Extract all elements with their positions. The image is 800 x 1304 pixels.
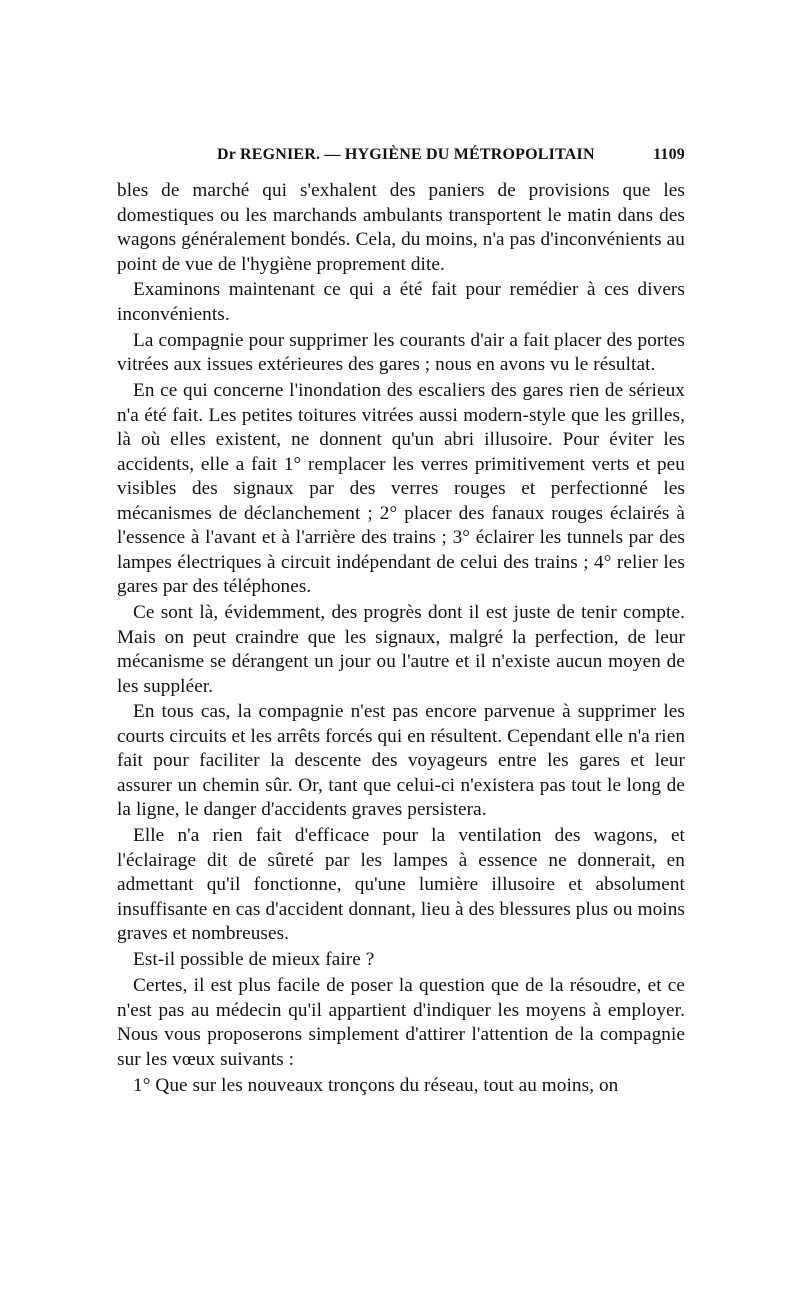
running-title: Dr REGNIER. — HYGIÈNE DU MÉTROPOLITAIN: [217, 146, 595, 163]
page-number: 1109: [653, 146, 685, 163]
paragraph: Ce sont là, évidemment, des progrès dont il est juste de tenir compte. Mais on peut craindre que les signaux, malgré la perfection, de leur mécanisme se dérangent un jour ou l'autre et il n'existe aucun moyen de les suppléer.: [117, 602, 685, 697]
paragraph: bles de marché qui s'exhalent des paniers de provisions que les domestiques ou les marchands ambulants transportent le matin dans des wagons généralement bondés. Cela, du moins, n'a pas d'inconvénients au point de vue de l'hygiène proprement dite.: [117, 180, 685, 275]
paragraph: Elle n'a rien fait d'efficace pour la ventilation des wagons, et l'éclairage dit de sûreté par les lampes à essence ne donnerait, en admettant qu'il fonctionne, qu'une lumière illusoire et absolument insuffisante en cas d'accident donnant, lieu à des blessures plus ou moins graves et nombreuses.: [117, 825, 685, 945]
paragraph: Est-il possible de mieux faire ?: [133, 949, 375, 971]
paragraph: Certes, il est plus facile de poser la question que de la résoudre, et ce n'est pas au médecin qu'il appartient d'indiquer les moyens à employer. Nous vous proposerons simplement d'attirer l'attention de la compagnie sur les vœux suivants :: [117, 975, 685, 1070]
paragraph: En ce qui concerne l'inondation des escaliers des gares rien de sérieux n'a été fait. Les petites toitures vitrées aussi modern-style que les grilles, là où elles existent, ne donnent qu'un abri illusoire. Pour éviter les accidents, elle a fait 1° remplacer les verres primitivement verts et peu visibles des signaux par des verres rouges et perfectionné les mécanismes de déclanchement ; 2° placer des fanaux rouges éclairés à l'essence à l'avant et à l'arrière des trains ; 3° éclairer les tunnels par des lampes électriques à circuit indépendant de celui des trains ; 4° relier les gares par des téléphones.: [117, 380, 685, 598]
paragraph: En tous cas, la compagnie n'est pas encore parvenue à supprimer les courts circuits et les arrêts forcés qui en résultent. Cependant elle n'a rien fait pour faciliter la descente des voyageurs entre les gares et leur assurer un chemin sûr. Or, tant que celui-ci n'existera pas tout le long de la ligne, le danger d'accidents graves persistera.: [117, 701, 686, 821]
running-header: [117, 146, 685, 172]
paragraph: Examinons maintenant ce qui a été fait pour remédier à ces divers inconvénients.: [117, 279, 685, 325]
paragraph: La compagnie pour supprimer les courants d'air a fait placer des portes vitrées aux issues extérieures des gares ; nous en avons vu le résultat.: [117, 329, 685, 376]
paragraph: 1° Que sur les nouveaux tronçons du réseau, tout au moins, on: [133, 1074, 619, 1096]
body-text: [117, 179, 685, 1099]
